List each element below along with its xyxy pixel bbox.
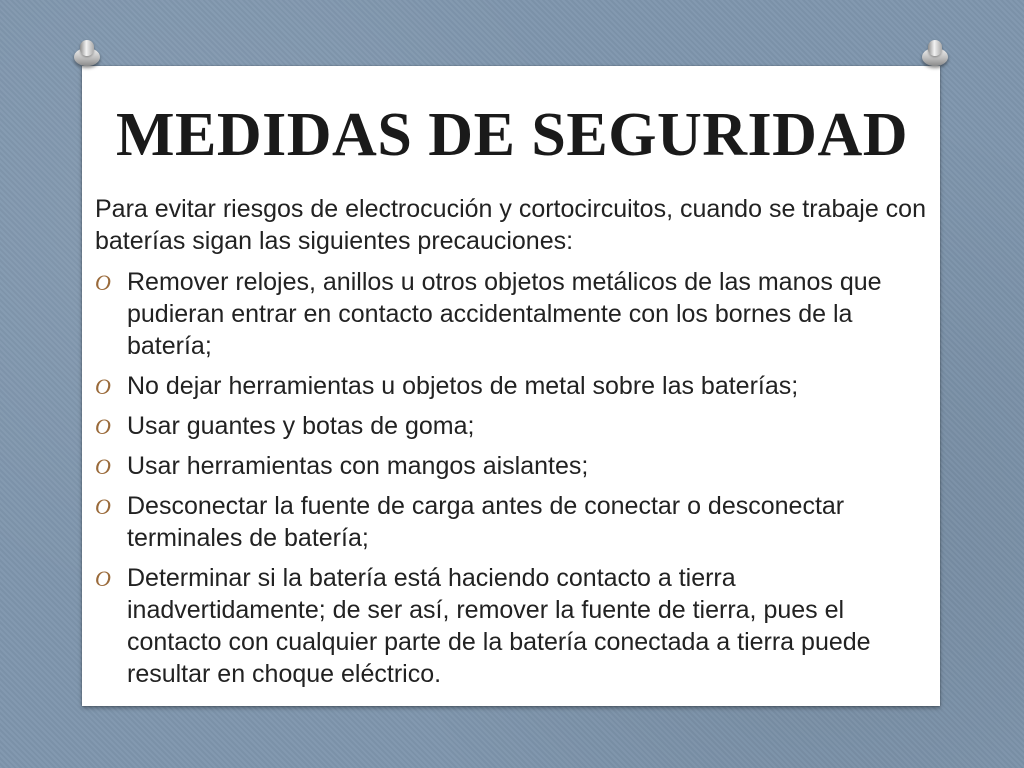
bullet-text: Usar guantes y botas de goma; <box>127 412 475 440</box>
slide-title: MEDIDAS DE SEGURIDAD <box>116 101 908 169</box>
pushpin-left-icon <box>74 48 100 70</box>
bullet-icon: O <box>95 414 111 439</box>
bullet-text: Determinar si la batería está haciendo contacto a tierra inadvertidamente; de ser así, remover la fuente de tierra, pues el contacto con cualquier parte de la batería conectada a tierra puede resultar en choque eléctrico. <box>127 564 871 688</box>
bullet-icon: O <box>95 494 111 519</box>
bullet-icon: O <box>95 454 111 479</box>
bullet-icon: O <box>95 566 111 591</box>
list-item <box>95 266 935 362</box>
bullet-text: No dejar herramientas u objetos de metal sobre las baterías; <box>127 372 799 400</box>
list-item <box>95 490 935 554</box>
bullet-icon: O <box>95 374 111 399</box>
bullet-text: Usar herramientas con mangos aislantes; <box>127 452 589 480</box>
intro-paragraph: Para evitar riesgos de electrocución y cortocircuitos, cuando se trabaje con baterías sigan las siguientes precauciones: <box>95 195 926 255</box>
list-item <box>95 562 935 690</box>
list-item <box>95 410 935 442</box>
bullet-icon: O <box>95 270 111 295</box>
precautions-list <box>95 266 935 690</box>
list-item <box>95 370 935 402</box>
list-item <box>95 450 935 482</box>
bullet-text: Remover relojes, anillos u otros objetos metálicos de las manos que pudieran entrar en contacto accidentalmente con los bornes de la batería; <box>127 268 882 360</box>
pushpin-right-icon <box>922 48 948 70</box>
slide-content <box>95 193 935 698</box>
bullet-text: Desconectar la fuente de carga antes de conectar o desconectar terminales de batería; <box>127 492 845 552</box>
